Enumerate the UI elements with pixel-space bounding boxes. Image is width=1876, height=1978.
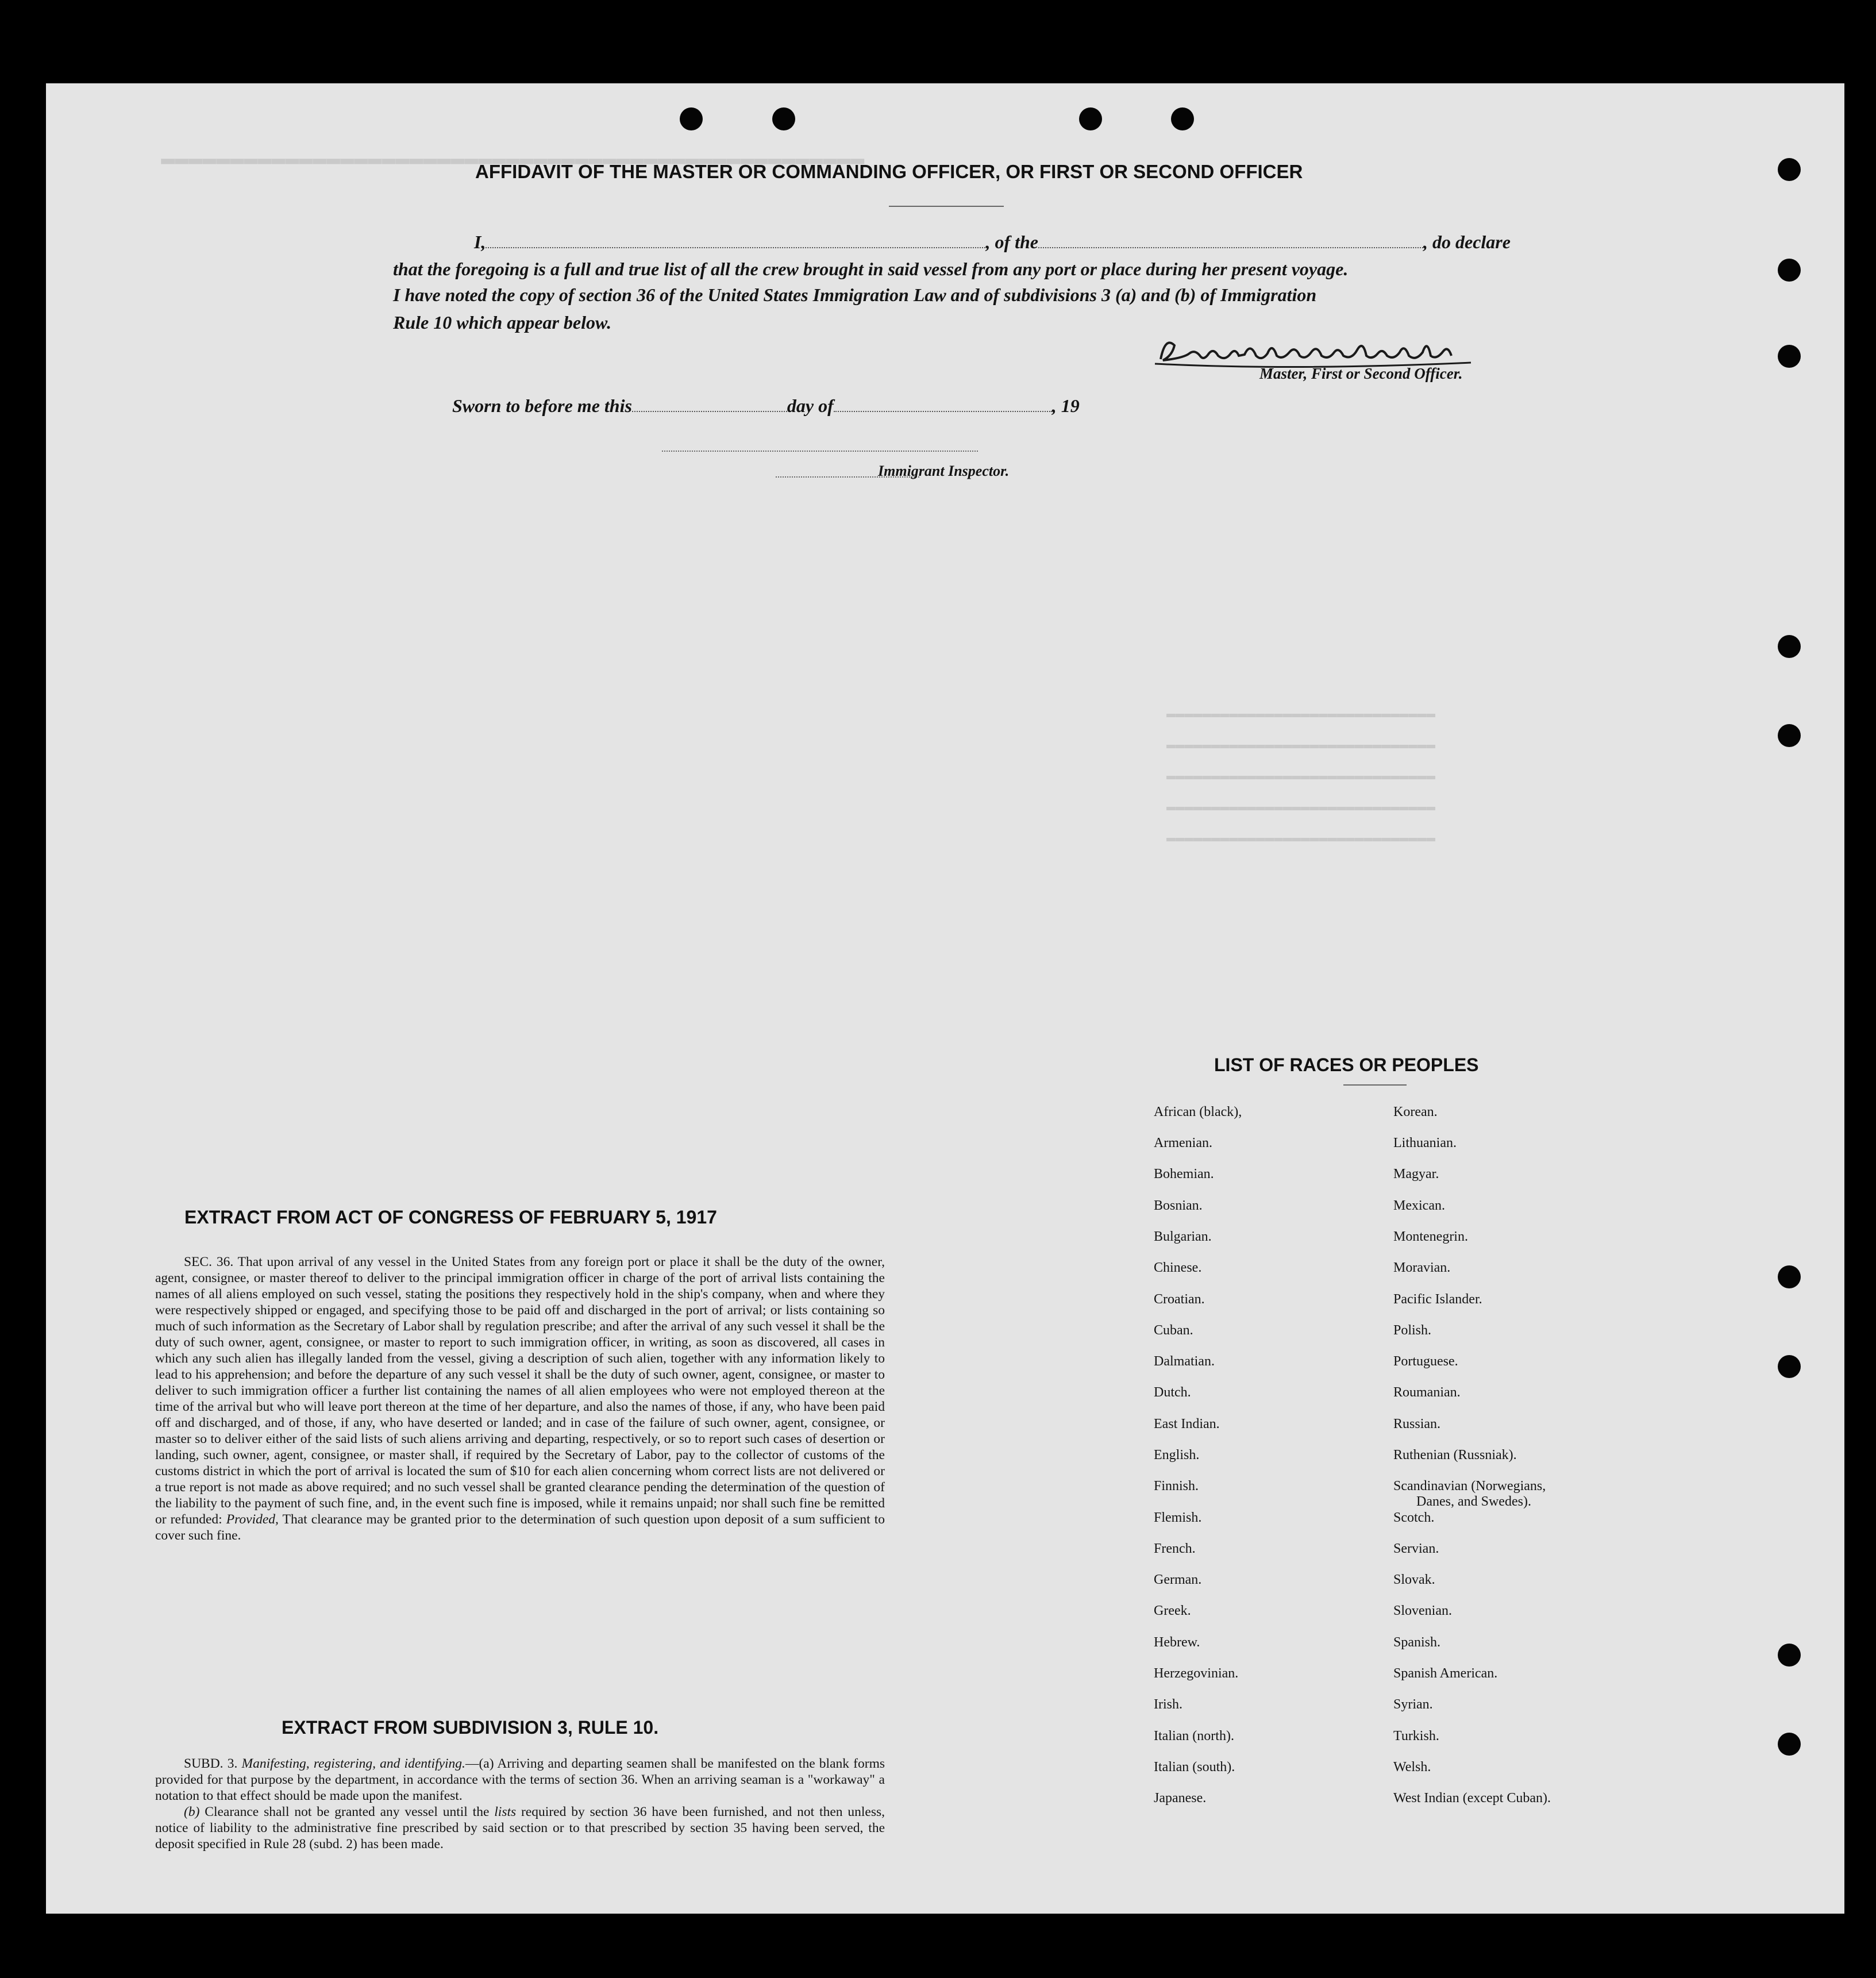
race-item: Russian. xyxy=(1393,1417,1441,1431)
race-item: Welsh. xyxy=(1393,1760,1431,1775)
race-item: Korean. xyxy=(1393,1105,1438,1119)
punch-hole xyxy=(1778,1355,1801,1378)
race-item: Lithuanian. xyxy=(1393,1136,1457,1150)
race-item: Turkish. xyxy=(1393,1729,1439,1744)
race-item: Scotch. xyxy=(1393,1510,1435,1525)
race-item: Danes, and Swedes). xyxy=(1416,1494,1531,1509)
race-item: Bohemian. xyxy=(1154,1167,1214,1182)
race-item: Bosnian. xyxy=(1154,1198,1203,1213)
of-the-label: , of the xyxy=(985,232,1038,252)
race-item: Japanese. xyxy=(1154,1791,1207,1806)
name-blank xyxy=(486,245,985,248)
sworn-day-label: day of xyxy=(787,395,834,416)
race-item: Italian (north). xyxy=(1154,1729,1234,1744)
punch-hole xyxy=(1778,1644,1801,1667)
month-blank xyxy=(834,409,1052,412)
race-item: Italian (south). xyxy=(1154,1760,1235,1775)
punch-hole xyxy=(772,107,795,130)
race-item: Spanish American. xyxy=(1393,1666,1498,1681)
sworn-prefix: Sworn to before me this xyxy=(452,395,632,416)
punch-hole xyxy=(1778,724,1801,747)
race-item: Scandinavian (Norwegians, xyxy=(1393,1479,1546,1494)
race-item: Spanish. xyxy=(1393,1635,1441,1650)
divider xyxy=(889,206,1004,207)
sworn-year-label: , 19 xyxy=(1051,395,1080,416)
race-item: Croatian. xyxy=(1154,1292,1205,1307)
day-blank xyxy=(632,409,787,412)
race-item: Portuguese. xyxy=(1393,1354,1458,1369)
race-item: Polish. xyxy=(1393,1323,1432,1338)
race-item: Bulgarian. xyxy=(1154,1229,1212,1244)
race-item: Finnish. xyxy=(1154,1479,1199,1494)
declare-label: , do declare xyxy=(1423,232,1511,252)
race-item: Dutch. xyxy=(1154,1385,1191,1400)
punch-hole xyxy=(1778,259,1801,282)
declaration-line-1 xyxy=(474,232,1511,253)
act-provided-word: Provided, xyxy=(226,1512,279,1527)
act-title: EXTRACT FROM ACT OF CONGRESS OF FEBRUARY 5, 1917 xyxy=(184,1207,717,1227)
race-item: Magyar. xyxy=(1393,1167,1439,1182)
punch-hole xyxy=(680,107,703,130)
race-item: Hebrew. xyxy=(1154,1635,1200,1650)
punch-hole xyxy=(1778,158,1801,181)
race-item: Servian. xyxy=(1393,1541,1439,1556)
inspector-caption: Immigrant Inspector. xyxy=(878,463,1010,479)
subd-heading: Manifesting, registering, and identifying. xyxy=(241,1756,465,1771)
inspector-sign-line xyxy=(662,449,978,452)
race-item: Pacific Islander. xyxy=(1393,1292,1482,1307)
punch-hole xyxy=(1171,107,1194,130)
race-item: Chinese. xyxy=(1154,1260,1202,1275)
subd-b-text-2: required by section 36 have been furnished, and not then unless, notice of liability to the administrative fine prescribed by said section or to that prescribed by section 35 having been served, the deposit specified in Rule 28 (subd. 2) has been made. xyxy=(155,1804,885,1852)
race-item: Cuban. xyxy=(1154,1323,1193,1338)
document-page xyxy=(46,83,1844,1914)
race-item: Dalmatian. xyxy=(1154,1354,1215,1369)
declaration-i-label: I, xyxy=(474,232,486,252)
subd-a-text: —(a) Arriving and departing seamen shall be manifested on the blank forms provided for that purpose by the department, in accordance with the terms of section 36. When an arriving seaman is a "workaway" a notation to that effect should be made upon the manifest. xyxy=(155,1756,885,1803)
race-item: English. xyxy=(1154,1448,1200,1463)
race-item: German. xyxy=(1154,1572,1202,1587)
race-item: Flemish. xyxy=(1154,1510,1202,1525)
act-provided-text: That clearance may be granted prior to the determination of such question upon deposit of a sum sufficient to cover such fine. xyxy=(155,1512,885,1543)
act-text: SEC. 36. That upon arrival of any vessel in the United States from any foreign port or place it shall be the duty of the owner, agent, consignee, or master thereof to deliver to the principal immigration officer in charge of the port of arrival lists containing the names of all aliens employed on such vessel, stating the positions they respectively hold in the ship's company, when and where they were respectively shipped or engaged, and specifying those to be paid off and discharged in the port of arrival; or lists containing so much of such information as the Secretary of Labor shall by regulation prescribe; and after the arrival of any such vessel it shall be the duty of such owner, agent, consignee, or master to report to such immigration officer, in writing, as soon as discovered, all cases in which any such alien has illegally landed from the vessel, giving a description of such alien, together with any information likely to lead to his apprehension; and before the departure of any such vessel it shall be the duty of such owner, agent, consignee, or master to deliver to such immigration officer a further list containing the names of all alien employees who were not employed thereon at the time of the arrival but who will leave port thereon at the time of her departure, and also the names of those, if any, who have been paid off and discharged, and of those, if any, who have deserted or landed; and in case of the failure of such owner, agent, consignee, or master so to deliver either of the said lists of such aliens arriving and departing, respectively, or so to report such cases of desertion or landing, such owner, agent, consignee, or master shall, if required by the Secretary of Labor, pay to the collector of customs of the customs district in which the port of arrival is located the sum of $10 for each alien concerning whom correct lists are not delivered or a true report is not made as above required; and no such vessel shall be granted clearance pending the determination of the question of the liability to the payment of such fine, and, in the event such fine is imposed, while it remains unpaid; nor shall such fine be remitted or refunded: xyxy=(155,1254,885,1527)
sworn-line xyxy=(452,395,1080,417)
punch-hole xyxy=(1079,107,1102,130)
race-item: Irish. xyxy=(1154,1697,1182,1712)
bleed-through-marks: ▬▬▬▬▬▬▬▬▬▬▬▬▬▬▬▬▬▬▬▬▬▬▬▬▬▬▬▬▬▬ ▬▬▬▬▬▬▬▬▬▬▬▬▬▬▬▬▬▬▬▬▬▬▬▬▬▬▬▬▬▬ ▬▬▬▬▬▬▬▬▬▬▬▬▬▬▬▬▬▬▬▬▬▬▬▬▬▬▬▬▬▬ ▬▬▬▬▬▬▬▬▬▬▬▬▬▬▬▬▬▬▬▬▬▬▬▬▬▬▬▬▬▬ ▬▬▬▬▬▬▬▬▬▬▬▬▬▬▬▬▬▬▬▬▬▬▬▬▬▬▬▬▬▬ xyxy=(1166,705,1436,846)
race-item: French. xyxy=(1154,1541,1196,1556)
subd-b-lists: lists xyxy=(494,1804,517,1819)
race-item: Greek. xyxy=(1154,1603,1191,1618)
punch-hole xyxy=(1778,635,1801,658)
race-item: Moravian. xyxy=(1393,1260,1451,1275)
officer-caption: Master, First or Second Officer. xyxy=(1259,365,1463,382)
affidavit-title: AFFIDAVIT OF THE MASTER OR COMMANDING OFFICER, OR FIRST OR SECOND OFFICER xyxy=(475,161,1303,182)
race-item: Armenian. xyxy=(1154,1136,1212,1150)
race-item: Herzegovinian. xyxy=(1154,1666,1239,1681)
punch-hole xyxy=(1778,1733,1801,1756)
race-item: Roumanian. xyxy=(1393,1385,1461,1400)
subd-b-label: (b) xyxy=(184,1804,200,1819)
races-title: LIST OF RACES OR PEOPLES xyxy=(1214,1055,1479,1075)
rule-subdivision-3 xyxy=(155,1756,885,1852)
race-item: East Indian. xyxy=(1154,1417,1220,1431)
subd-label: SUBD. 3. xyxy=(184,1756,238,1771)
vessel-blank xyxy=(1038,245,1423,248)
declaration-line-4: Rule 10 which appear below. xyxy=(393,312,612,333)
race-item: Ruthenian (Russniak). xyxy=(1393,1448,1517,1463)
race-item: Mexican. xyxy=(1393,1198,1445,1213)
race-item: Syrian. xyxy=(1393,1697,1433,1712)
declaration-line-2: that the foregoing is a full and true list of all the crew brought in said vessel from any port or place during her present voyage. xyxy=(393,259,1349,279)
punch-hole xyxy=(1778,1265,1801,1288)
act-section-36 xyxy=(155,1254,885,1544)
race-item: African (black), xyxy=(1154,1105,1242,1119)
race-item: Slovenian. xyxy=(1393,1603,1452,1618)
divider xyxy=(1343,1084,1407,1086)
bleed-through-marks: ▬▬▬▬▬▬▬▬▬▬▬▬▬▬▬▬▬▬▬▬▬▬▬▬▬▬▬▬▬▬▬▬▬▬▬▬▬▬▬▬▬▬▬▬▬▬▬▬▬▬▬ xyxy=(161,147,865,172)
subd-b-text-1: Clearance shall not be granted any vessel until the xyxy=(205,1804,490,1819)
race-item: Montenegrin. xyxy=(1393,1229,1468,1244)
punch-hole xyxy=(1778,345,1801,368)
rule-title: EXTRACT FROM SUBDIVISION 3, RULE 10. xyxy=(282,1717,659,1738)
race-item: Slovak. xyxy=(1393,1572,1435,1587)
declaration-line-3: I have noted the copy of section 36 of the United States Immigration Law and of subdivisions 3 (a) and (b) of Immigration xyxy=(393,284,1317,305)
race-item: West Indian (except Cuban). xyxy=(1393,1791,1551,1806)
